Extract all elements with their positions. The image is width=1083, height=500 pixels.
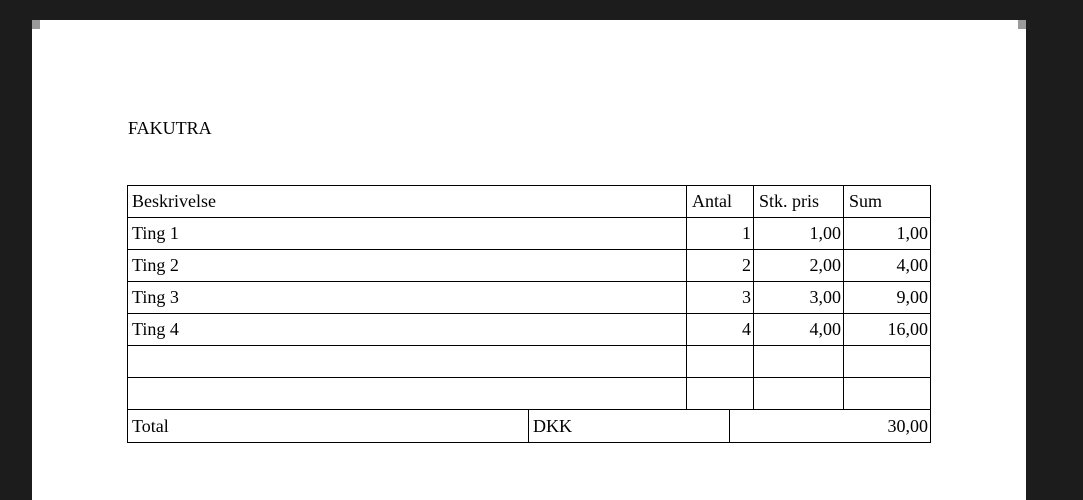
cell-unit-price[interactable]: 2,00 — [754, 250, 844, 282]
cell-sum[interactable] — [844, 378, 931, 410]
table-row — [128, 218, 931, 250]
total-currency[interactable]: DKK — [529, 410, 730, 443]
cell-sum[interactable]: 16,00 — [844, 314, 931, 346]
total-row — [128, 410, 931, 443]
cell-sum[interactable]: 4,00 — [844, 250, 931, 282]
table-row-empty — [128, 378, 931, 410]
cell-sum[interactable] — [844, 346, 931, 378]
cell-unit-price[interactable]: 3,00 — [754, 282, 844, 314]
invoice-table — [127, 185, 931, 410]
table-row-empty — [128, 346, 931, 378]
cell-unit-price[interactable] — [754, 378, 844, 410]
cell-sum[interactable]: 9,00 — [844, 282, 931, 314]
cell-unit-price[interactable]: 4,00 — [754, 314, 844, 346]
page-corner-marker-right — [1018, 20, 1026, 29]
header-unit-price[interactable]: Stk. pris — [754, 186, 844, 218]
table-row — [128, 314, 931, 346]
cell-description[interactable] — [128, 378, 687, 410]
total-label[interactable]: Total — [128, 410, 529, 443]
cell-quantity[interactable]: 1 — [687, 218, 754, 250]
cell-quantity[interactable] — [687, 378, 754, 410]
document-title[interactable]: FAKUTRA — [128, 118, 212, 138]
document-page[interactable] — [32, 20, 1026, 500]
table-row — [128, 282, 931, 314]
cell-description[interactable]: Ting 1 — [128, 218, 687, 250]
cell-quantity[interactable] — [687, 346, 754, 378]
table-header-row — [128, 186, 931, 218]
total-table — [127, 409, 931, 443]
cell-description[interactable]: Ting 2 — [128, 250, 687, 282]
total-amount[interactable]: 30,00 — [730, 410, 931, 443]
cell-quantity[interactable]: 3 — [687, 282, 754, 314]
cell-description[interactable] — [128, 346, 687, 378]
cell-description[interactable]: Ting 4 — [128, 314, 687, 346]
invoice-table-container — [127, 185, 930, 443]
cell-sum[interactable]: 1,00 — [844, 218, 931, 250]
header-quantity[interactable]: Antal — [687, 186, 754, 218]
cell-quantity[interactable]: 4 — [687, 314, 754, 346]
header-description[interactable]: Beskrivelse — [128, 186, 687, 218]
table-row — [128, 250, 931, 282]
cell-unit-price[interactable] — [754, 346, 844, 378]
cell-quantity[interactable]: 2 — [687, 250, 754, 282]
page-corner-marker-left — [32, 20, 40, 29]
cell-unit-price[interactable]: 1,00 — [754, 218, 844, 250]
cell-description[interactable]: Ting 3 — [128, 282, 687, 314]
header-sum[interactable]: Sum — [844, 186, 931, 218]
